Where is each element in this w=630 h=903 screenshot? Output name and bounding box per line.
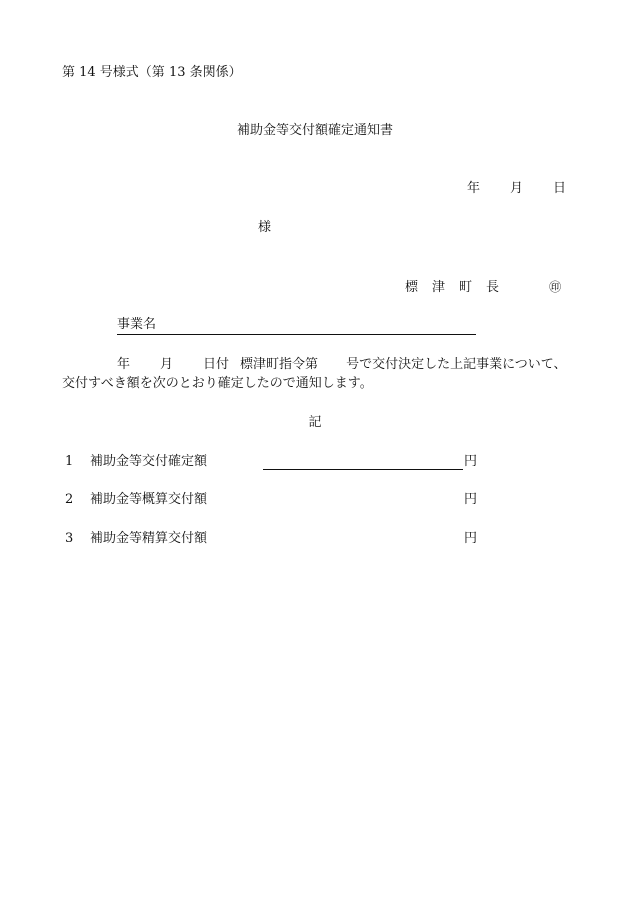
item-unit: 円 — [463, 492, 477, 507]
project-name-label: 事業名 — [117, 317, 157, 332]
date-day: 日 — [552, 181, 566, 196]
item-label: 補助金等精算交付額 — [90, 531, 208, 546]
amount-underline — [263, 454, 463, 470]
issuer-char: 標 — [405, 280, 419, 295]
body-month: 月 — [160, 357, 174, 372]
item-label: 補助金等交付確定額 — [90, 454, 208, 469]
recipient-line — [258, 220, 271, 236]
body-year: 年 — [117, 357, 131, 372]
list-item — [65, 454, 477, 472]
body-ref-suffix: 号で交付決定した上記事業について、 — [346, 357, 567, 372]
form-number: 第 14 号様式（第 13 条関係） — [62, 65, 242, 80]
body-ref-prefix: 標津町指令第 — [240, 357, 319, 372]
date-year: 年 — [466, 181, 480, 196]
item-unit: 円 — [463, 531, 477, 546]
item-unit: 円 — [463, 454, 477, 469]
issuer-char: 津 — [432, 280, 446, 295]
project-name-field — [117, 317, 476, 335]
body-line-2: 交付すべき額を次のとおり確定したので通知します。 — [62, 376, 373, 391]
date-line — [467, 181, 566, 197]
list-item — [65, 492, 477, 510]
item-number: 1 — [65, 454, 74, 469]
document-title: 補助金等交付額確定通知書 — [236, 123, 393, 138]
body-paragraph — [62, 355, 582, 393]
issuer-char: 長 — [486, 280, 500, 295]
issuer-char: 町 — [459, 280, 473, 295]
item-label: 補助金等概算交付額 — [90, 492, 208, 507]
issuer-line — [405, 279, 561, 296]
recipient-suffix: 様 — [258, 220, 272, 235]
body-dated: 日付 — [203, 357, 230, 372]
ki-heading: 記 — [308, 415, 322, 430]
item-number: 3 — [65, 531, 74, 546]
item-number: 2 — [65, 492, 74, 507]
list-item — [65, 531, 477, 549]
date-month: 月 — [509, 181, 523, 196]
seal-icon: ㊞ — [549, 280, 562, 294]
